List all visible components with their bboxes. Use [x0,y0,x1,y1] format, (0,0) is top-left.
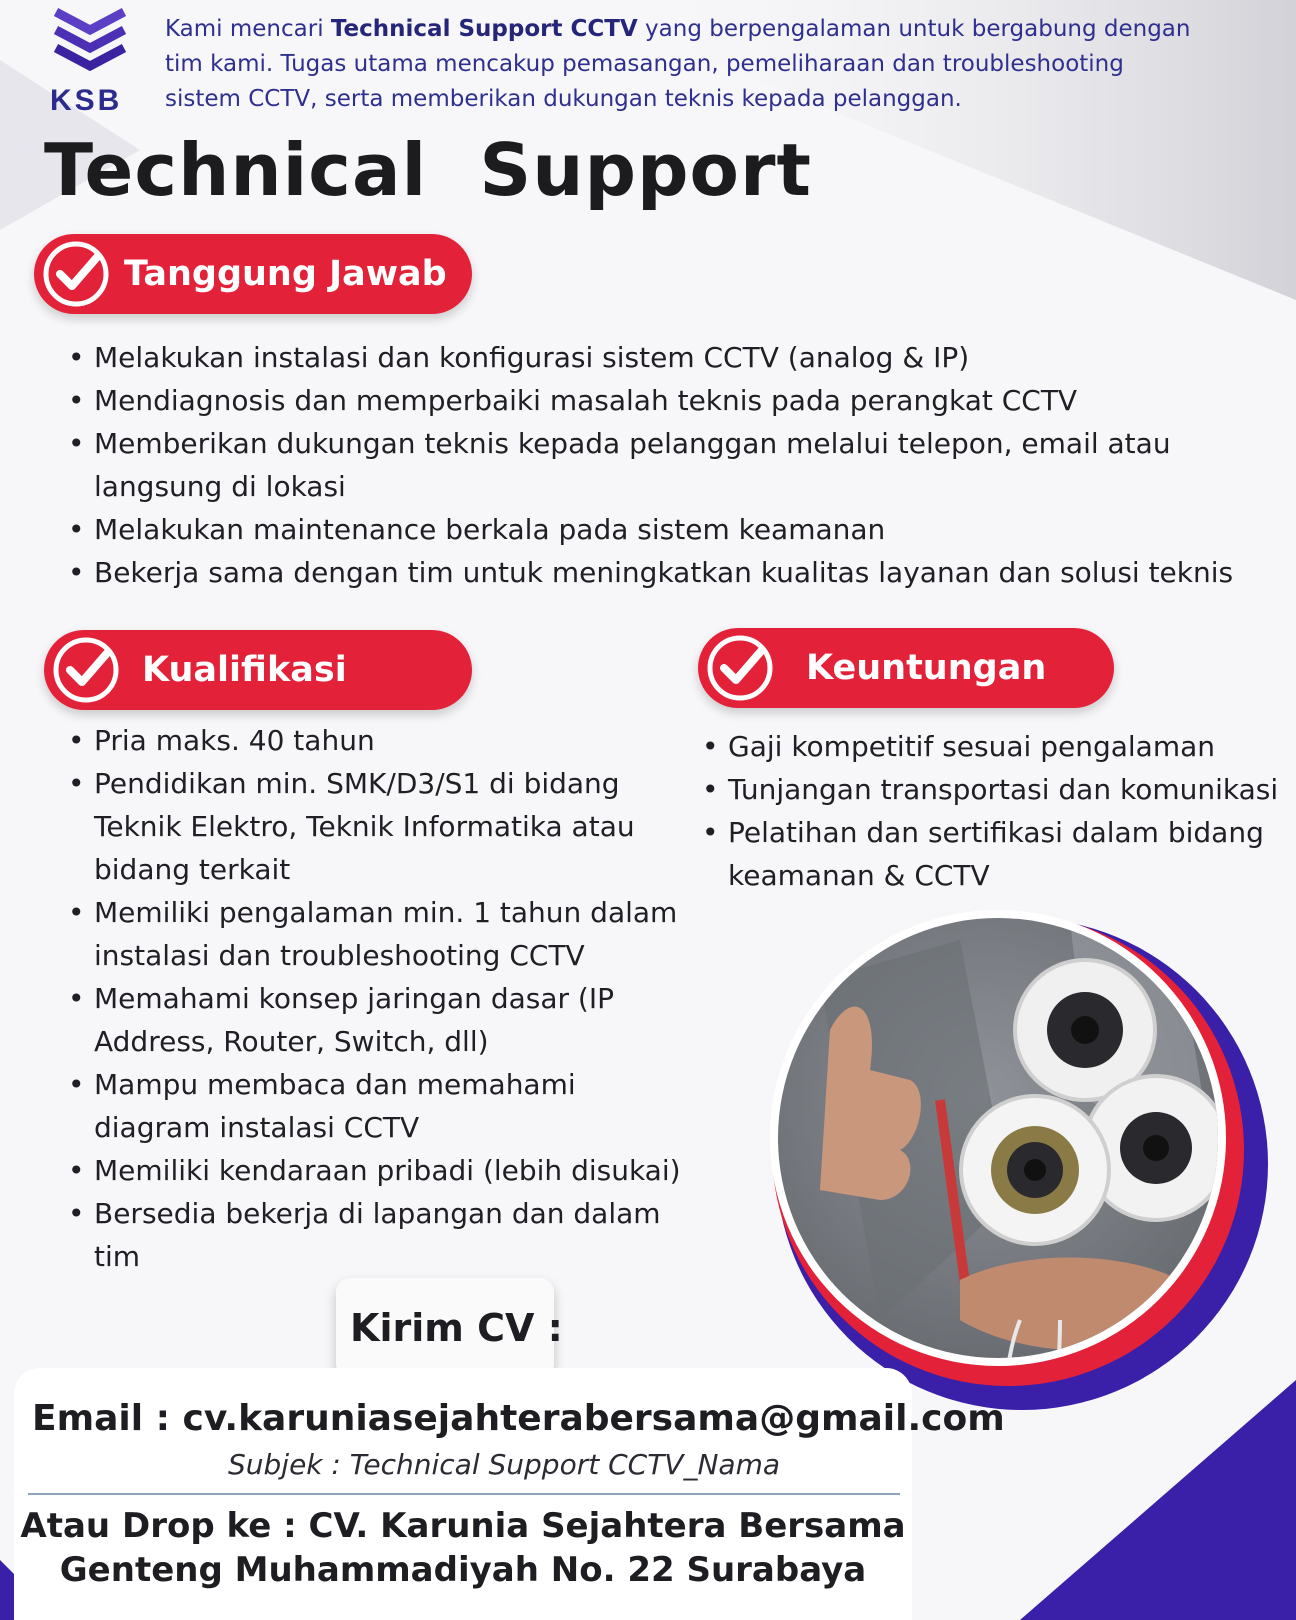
checkmark-icon [52,636,120,704]
benefits-list [702,725,1292,897]
list-item: • Mampu membaca dan memahami diagram instalasi CCTV [68,1063,688,1149]
drop-address-line-1: Atau Drop ke : CV. Karunia Sejahtera Bersama [20,1506,906,1546]
company-logo [46,8,134,118]
list-item: • Tunjangan transportasi dan komunikasi [702,768,1292,811]
list-item: • Bekerja sama dengan tim untuk meningkatkan kualitas layanan dan solusi teknis [68,551,1248,594]
send-cv-heading: Kirim CV : [350,1306,563,1350]
list-item: • Memiliki kendaraan pribadi (lebih disukai) [68,1149,688,1192]
logo-text: KSB [50,84,123,117]
section-heading: Tanggung Jawab [124,254,447,294]
page-title: Technical Support [44,128,812,212]
qualifications-list [68,719,688,1278]
section-header-responsibilities [34,234,472,314]
list-item: • Memiliki pengalaman min. 1 tahun dalam instalasi dan troubleshooting CCTV [68,891,688,977]
list-item: • Pelatihan dan sertifikasi dalam bidang keamanan & CCTV [702,811,1292,897]
logo-chevron-icon [46,8,134,84]
intro-before: Kami mencari [165,16,331,42]
section-heading: Kualifikasi [142,650,347,690]
checkmark-icon [706,634,774,702]
section-heading: Keuntungan [806,648,1047,688]
list-item: • Gaji kompetitif sesuai pengalaman [702,725,1292,768]
list-item: • Pria maks. 40 tahun [68,719,688,762]
intro-text [165,12,1195,117]
send-cv-card [336,1278,563,1378]
list-item: • Mendiagnosis dan memperbaiki masalah teknis pada perangkat CCTV [68,379,1248,422]
section-header-qualifications [44,630,472,710]
list-item: • Pendidikan min. SMK/D3/S1 di bidang Teknik Elektro, Teknik Informatika atau bidang terkait [68,762,688,891]
list-item: • Melakukan maintenance berkala pada sistem keamanan [68,508,1248,551]
intro-highlight: Technical Support CCTV [330,16,638,42]
list-item: • Memberikan dukungan teknis kepada pelanggan melalui telepon, email atau langsung di lokasi [68,422,1248,508]
list-item: • Bersedia bekerja di lapangan dan dalam tim [68,1192,688,1278]
list-item: • Melakukan instalasi dan konfigurasi sistem CCTV (analog & IP) [68,336,1248,379]
checkmark-icon [42,240,110,308]
subject-line: Subjek : Technical Support CCTV_Nama [228,1448,781,1481]
divider [28,1493,900,1495]
responsibilities-list [68,336,1248,594]
drop-address-line-2: Genteng Muhammadiyah No. 22 Surabaya [59,1550,867,1590]
list-item: • Memahami konsep jaringan dasar (IP Address, Router, Switch, dll) [68,977,688,1063]
email-line[interactable]: Email : cv.karuniasejahterabersama@gmail.com [32,1398,1005,1439]
section-header-benefits [698,628,1114,708]
intro-after: yang berpengalaman untuk bergabung dengan tim kami. Tugas utama mencakup pemasangan, pemeliharaan dan troubleshooting sistem CCTV, serta memberikan dukungan teknis kepada pelanggan. [165,16,1191,112]
